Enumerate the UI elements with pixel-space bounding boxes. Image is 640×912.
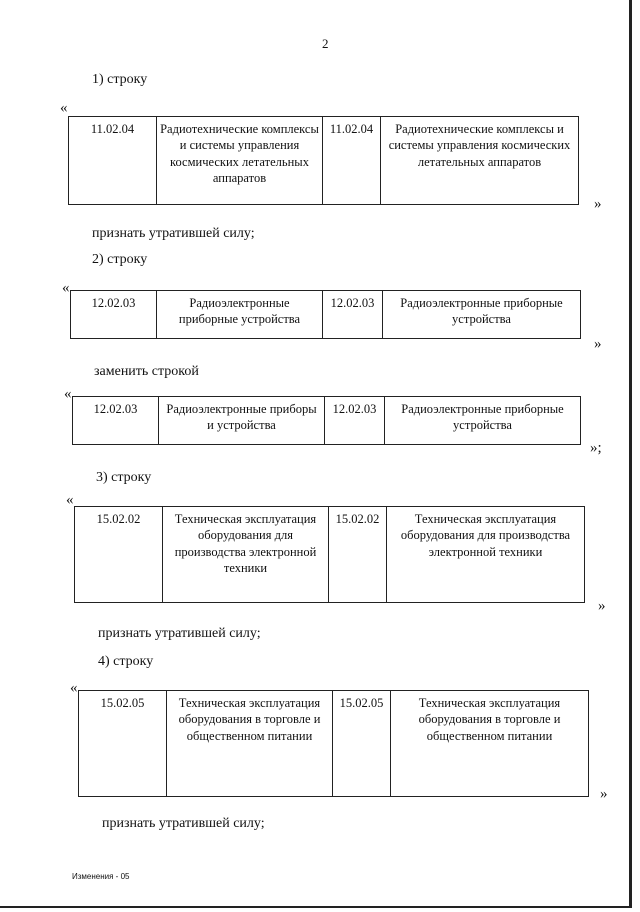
code-old-cell: 11.02.04 <box>69 117 157 205</box>
replacement-quote-close: »; <box>590 440 602 456</box>
name-new-cell: Радиоэлектронные приборные устройства <box>383 291 581 339</box>
item-2-intro: 2) строку <box>92 252 148 267</box>
name-old-cell: Радиотехнические комплексы и системы управления космических летательных аппаратов <box>157 117 323 205</box>
replacement-quote-open: « <box>64 386 72 402</box>
footer-note: Изменения - 05 <box>72 872 130 881</box>
item-1-action: признать утратившей силу; <box>92 226 255 241</box>
table-row <box>69 117 579 205</box>
item-4-intro: 4) строку <box>98 654 154 669</box>
item-1-quote-open: « <box>60 100 68 116</box>
item-3-quote-close: » <box>598 598 606 614</box>
code-new-cell: 12.02.03 <box>323 291 383 339</box>
item-1-intro: 1) строку <box>92 72 148 87</box>
item-2-quote-open: « <box>62 280 70 296</box>
item-4-quote-close: » <box>600 786 608 802</box>
table-row <box>71 291 581 339</box>
item-4-table <box>78 690 589 797</box>
name-new-cell: Радиоэлектронные приборные устройства <box>385 397 581 445</box>
name-old-cell: Радиоэлектронные приборные устройства <box>157 291 323 339</box>
table-row <box>73 397 581 445</box>
code-new-cell: 15.02.02 <box>329 507 387 603</box>
item-2-table <box>70 290 581 339</box>
item-4-action: признать утратившей силу; <box>102 816 265 831</box>
item-4-quote-open: « <box>70 680 78 696</box>
item-1-quote-close: » <box>594 196 602 212</box>
code-old-cell: 12.02.03 <box>71 291 157 339</box>
item-2-quote-close: » <box>594 336 602 352</box>
name-new-cell: Техническая эксплуатация оборудования для производства электронной техники <box>387 507 585 603</box>
name-old-cell: Техническая эксплуатация оборудования в торговле и общественном питании <box>167 691 333 797</box>
item-3-table <box>74 506 585 603</box>
code-old-cell: 15.02.05 <box>79 691 167 797</box>
item-1-table <box>68 116 579 205</box>
item-3-action: признать утратившей силу; <box>98 626 261 641</box>
table-row <box>79 691 589 797</box>
replacement-table <box>72 396 581 445</box>
code-new-cell: 11.02.04 <box>323 117 381 205</box>
table-row <box>75 507 585 603</box>
item-3-intro: 3) строку <box>96 470 152 485</box>
code-new-cell: 15.02.05 <box>333 691 391 797</box>
code-old-cell: 15.02.02 <box>75 507 163 603</box>
name-old-cell: Радиоэлектронные приборы и устройства <box>159 397 325 445</box>
code-new-cell: 12.02.03 <box>325 397 385 445</box>
name-old-cell: Техническая эксплуатация оборудования для производства электронной техники <box>163 507 329 603</box>
name-new-cell: Радиотехнические комплексы и системы управления космических летательных аппаратов <box>381 117 579 205</box>
code-old-cell: 12.02.03 <box>73 397 159 445</box>
page-number: 2 <box>322 36 329 51</box>
item-3-quote-open: « <box>66 492 74 508</box>
name-new-cell: Техническая эксплуатация оборудования в торговле и общественном питании <box>391 691 589 797</box>
item-2-action: заменить строкой <box>94 364 199 379</box>
